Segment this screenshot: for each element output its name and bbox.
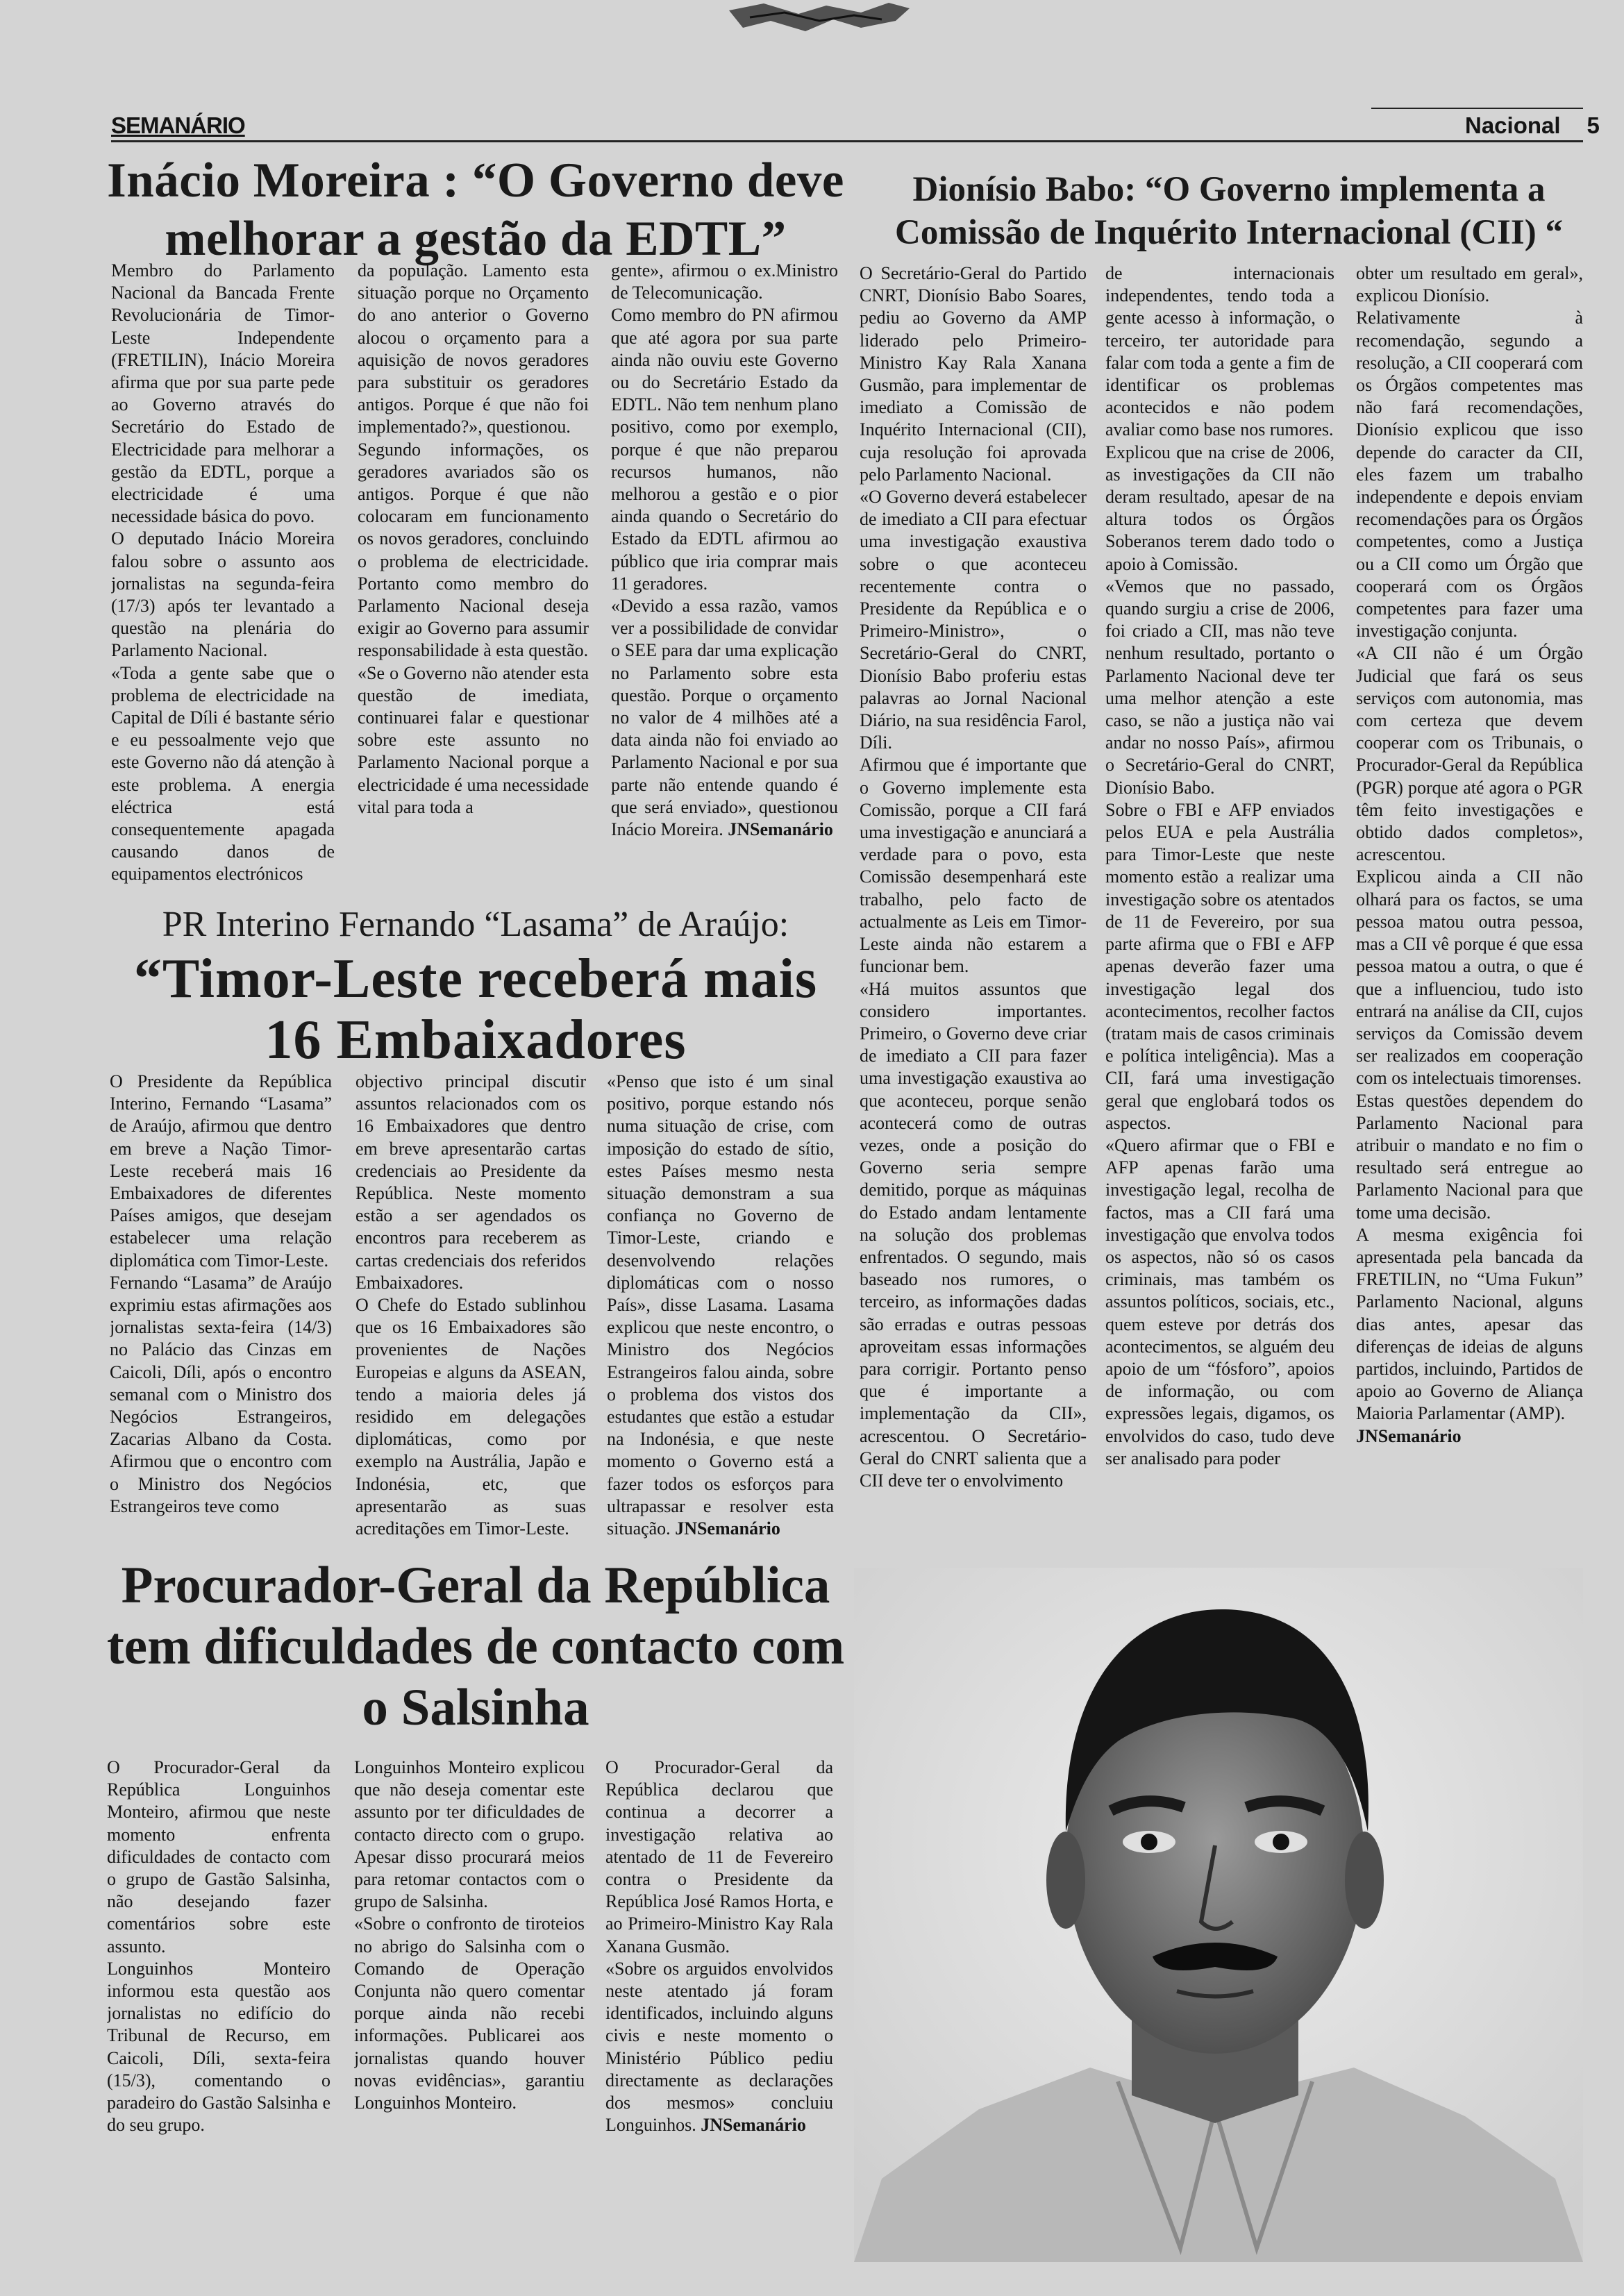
paragraph <box>611 595 838 841</box>
article3-headline: “Timor-Leste receberá mais 16 Embaixadores <box>133 948 818 1071</box>
paragraph: Fernando “Lasama” de Araújo exprimiu estas afirmações aos jornalistas sexta-feira (14/3) no Palácio das Cinzas em Caicoli, Díli, após o encontro semanal com o Ministro dos Negócios Estrangeiros, Zacarias Albano da Costa. Afirmou que o encontro com o Ministro dos Negócios Estrangeiros teve como <box>110 1272 332 1516</box>
paragraph: Explicou que na crise de 2006, as investigações da CII não deram resultado, apesar de na altura todos os Órgãos Soberanos terem dado todo o apoio à Comissão. <box>1105 442 1334 574</box>
page-number: 5 <box>1587 112 1600 138</box>
article4-column-3 <box>605 1757 833 2208</box>
paragraph: Como membro do PN afirmou que até agora por sua parte ainda não ouviu este Governo ou do Secretário Estado da EDTL. Não tem nenhum plano positivo, como por exemplo, porque é que não preparou recursos humanos, não melhorou a gestão e o pior ainda quando o Secretário do Estado da EDTL afirmou ao público que iria comprar mais 11 geradores. <box>611 305 838 594</box>
byline: JNSemanário <box>1356 1425 1462 1446</box>
article2-column-3 <box>1356 262 1583 1554</box>
paragraph: Membro do Parlamento Nacional da Bancada Frente Revolucionária de Timor-Leste Independente (FRETILIN), Inácio Moreira afirma que por sua parte pede ao Governo através do Secretário do Estado de Electricidade para melhorar a gestão da EDTL, porque a electricidade é uma necessidade básica do povo. <box>111 260 335 527</box>
byline: JNSemanário <box>728 819 833 840</box>
paragraph: O Procurador-Geral da República Longuinhos Monteiro, afirmou que neste momento enfrenta dificuldades de contacto com o grupo de Gastão Salsinha, não desejando fazer comentários sobre este assunto. <box>107 1757 330 1956</box>
paragraph-text: «Penso que isto é um sinal positivo, porque estando nós numa situação de crise, com imposição do estado de sítio, estes Países mesmo nesta situação demonstram a sua confiança no Governo de Timor-Leste, criando e desenvolvendo relações diplomáticas com o nosso País», disse Lasama. Lasama explicou que neste encontro, o Ministro dos Negócios Estrangeiros falou ainda, sobre o problema dos vistos dos estudantes que estão a estudar na Indonésia, e que neste momento o Governo está a fazer todos os esforços para ultrapassar e resolver esta situação. <box>607 1071 834 1539</box>
article4-column-1 <box>107 1757 330 2208</box>
paragraph: O Presidente da República Interino, Fernando “Lasama” de Araújo, afirmou que dentro em breve a Nação Timor-Leste receberá mais 16 Embaixadores de diferentes Países amigos, que desejam estabelecer uma relação diplomática com Timor-Leste. <box>110 1071 332 1271</box>
section-name: Nacional <box>1465 112 1561 138</box>
paragraph <box>607 1071 834 1540</box>
paragraph: O Secretário-Geral do Partido CNRT, Dionísio Babo Soares, pediu ao Governo da AMP liderado pelo Primeiro-Ministro Kay Rala Xanana Gusmão, para implementar de imediato a Comissão de Inquérito Internacional (CII), cuja resolução foi aprovada pelo Parlamento Nacional. <box>860 263 1087 485</box>
article1-column-3 <box>611 260 838 903</box>
paragraph: Afirmou que é importante que o Governo implemente esta Comissão, porque a CII fará uma investigação e anunciará a verdade para o povo, esta Comissão desempenhará este trabalho, pelo facto de actualmente as Leis em Timor-Leste ainda não estarem a funcionar bem. <box>860 755 1087 977</box>
paragraph: Estas questões dependem do Parlamento Nacional para atribuir o mandato e no fim o resultado será entregue ao Parlamento Nacional para que tome uma decisão. <box>1356 1090 1583 1223</box>
publication-name: SEMANÁRIO <box>111 112 245 138</box>
article3-column-1 <box>110 1071 332 1557</box>
paragraph: Explicou ainda a CII não olhará para os factos, se uma pessoa matou outra pessoa, mas a CII vê porque é que essa pessoa matou a outra, o que é que a influenciou, tudo isto entrará na análise da CII, cujos serviços da Comissão devem ser realizados em cooperação com os intelectuais timorenses. <box>1356 866 1583 1089</box>
paragraph: Relativamente à recomendação, segundo a resolução, a CII cooperará com os Órgãos competentes mas não fará recomendações, Dionísio explicou que isso depende do caracter da CII, eles fazem um trabalho independente e depois enviam recomendações para os Órgãos competentes, como a Justiça ou a CII como um Órgão que cooperará com os Órgãos competentes para fazer uma investigação conjunta. <box>1356 308 1583 642</box>
article2-column-2 <box>1105 262 1334 1554</box>
article1-column-2 <box>358 260 589 903</box>
torn-paper-mark <box>722 0 916 38</box>
article3-column-2 <box>355 1071 586 1557</box>
paragraph: O Procurador-Geral da República declarou que continua a decorrer a investigação relativa ao atentado de 11 de Fevereiro contra o Presidente da República José Ramos Horta, e ao Primeiro-Ministro Kay Rala Xanana Gusmão. <box>605 1757 833 1956</box>
header-rule <box>111 140 1583 142</box>
paragraph: «Se o Governo não atender esta questão de imediata, continuarei falar e questionar sobre este assunto no Parlamento Nacional porque a electricidade é uma necessidade vital para toda a <box>358 662 589 817</box>
paragraph: «Toda a gente sabe que o problema de electricidade na Capital de Díli é bastante sério e eu pessoalmente vejo que este Governo não dá atenção à este problema. A energia eléctrica está consequentemente apagada causando danos de equipamentos electrónicos <box>111 662 335 885</box>
paragraph: A mesma exigência foi apresentada pela bancada da FRETILIN, no “Uma Fukun” Parlamento Nacional, alguns dias antes, apesar das diferenças de ideias de alguns partidos, incluindo, Partidos de apoio ao Governo de Aliança Maioria Parlamentar (AMP). <box>1356 1224 1583 1424</box>
paragraph-text: «Sobre os arguidos envolvidos neste atentado já foram identificados, incluindo alguns civis e neste momento o Ministério Público pediu directamente as declarações dos mesmos» concluiu Longuinhos. <box>605 1958 833 2136</box>
article2-headline: Dionísio Babo: “O Governo implementa a Comissão de Inquérito Internacional (CII) “ <box>895 170 1563 252</box>
paragraph: obter um resultado em geral», explicou Dionísio. <box>1356 263 1583 306</box>
header-top-rule <box>1371 108 1583 109</box>
byline: JNSemanário <box>701 2115 806 2136</box>
article1-headline: Inácio Moreira : “O Governo deve melhorar a gestão da EDTL” <box>107 153 844 266</box>
paragraph: objectivo principal discutir assuntos relacionados com os 16 Embaixadores que dentro em breve apresentarão cartas credenciais ao Presidente da República. Neste momento estão a ser agendados os encontros para receberem as cartas credenciais dos referidos Embaixadores. <box>355 1071 586 1293</box>
paragraph-text: «Devido a essa razão, vamos ver a possibilidade de convidar o SEE para dar uma explicação no Parlamento sobre esta questão. Porque o orçamento no valor de 4 milhões até a data ainda não foi enviado ao Parlamento Nacional e por sua parte não entende quando é que será enviado», questionou Inácio Moreira. <box>611 596 838 840</box>
article4-headline: Procurador-Geral da República tem dificuldades de contacto com o Salsinha <box>106 1557 845 1736</box>
paragraph: «Há muitos assuntos que considero importantes. Primeiro, o Governo deve criar de imediato a CII para fazer uma investigação exaustiva ao que aconteceu, porque senão acontecerá como de outras vezes, onde a posição do Governo seria sempre demitido, porque as máquinas do Estado andam lentamente na solução dos problemas enfrentados. O segundo, mais baseado nos rumores, o terceiro, as informações dadas são erradas e outras pessoas aproveitam essas informações para corrigir. Portanto penso que é importante a implementação da CII», acrescentou. O Secretário-Geral do CNRT salienta que a CII deve ter o envolvimento <box>860 978 1087 1491</box>
paragraph: gente», afirmou o ex.Ministro de Telecomunicação. <box>611 260 838 303</box>
article1-column-1 <box>111 260 335 903</box>
paragraph: O Chefe do Estado sublinhou que os 16 Embaixadores são provenientes de Nações Europeias e alguns da ASEAN, tendo a maioria deles já residido em delegações diplomáticas, como por exemplo na Austrália, Japão e Indonésia, etc, que apresentarão as suas acreditações em Timor-Leste. <box>355 1295 586 1539</box>
paragraph: Sobre o FBI e AFP enviados pelos EUA e pela Austrália para Timor-Leste que neste momento estão a realizar uma investigação sobre os atentados de 11 de Fevereiro, por sua parte afirma que o FBI e AFP apenas deverão fazer uma investigação legal dos acontecimentos, recolher factos (tratam mais de casos criminais e política inteligência). Mas a CII, fará uma investigação geral que englobará todos os aspectos. <box>1105 799 1334 1133</box>
article4-column-2 <box>354 1757 585 2208</box>
paragraph: Longuinhos Monteiro informou esta questão aos jornalistas no edifício do Tribunal de Recurso, em Caicoli, Díli, sexta-feira (15/3), comentando o paradeiro do Gastão Salsinha e do seu grupo. <box>107 1958 330 2136</box>
paragraph: de internacionais independentes, tendo toda a gente acesso à informação, o terceiro, ter autoridade para falar com toda a gente a fim de identificar os problemas acontecidos e não podem avaliar como base nos rumores. <box>1105 263 1334 440</box>
paragraph: «O Governo deverá estabelecer de imediato a CII para efectuar uma investigação exaustiva sobre o que aconteceu recentemente contra o Presidente da República e o Primeiro-Ministro», o Secretário-Geral do CNRT, Dionísio Babo proferiu estas palavras ao Jornal Nacional Diário, na sua residência Farol, Díli. <box>860 487 1087 753</box>
byline: JNSemanário <box>675 1518 780 1539</box>
article2-column-1 <box>860 262 1087 1554</box>
paragraph: O deputado Inácio Moreira falou sobre o assunto aos jornalistas na segunda-feira (17/3) após ter levantado a questão na plenária do Parlamento Nacional. <box>111 528 335 661</box>
article3-column-3 <box>607 1071 834 1557</box>
paragraph: «Sobre o confronto de tiroteios no abrigo do Salsinha com o Comando de Operação Conjunta não quero comentar porque ainda não recebi informações. Publicarei aos jornalistas quando houver novas evidências», garantiu Longuinhos Monteiro. <box>354 1913 585 2113</box>
paragraph <box>605 1958 833 2137</box>
paragraph: da população. Lamento esta situação porque no Orçamento do ano anterior o Governo alocou o orçamento para a aquisição de novos geradores para substituir os geradores antigos. Porque é que não foi implementado?», questionou. <box>358 260 589 437</box>
paragraph: «Vemos que no passado, quando surgiu a crise de 2006, foi criado a CII, mas não teve nenhum resultado, portanto o Parlamento Nacional deve ter uma melhor atenção a este caso, se não a justiça não vai andar no nosso País», afirmou o Secretário-Geral do CNRT, Dionísio Babo. <box>1105 576 1334 798</box>
paragraph: «Quero afirmar que o FBI e AFP apenas farão uma investigação legal, recolha de factos, mas a CII fará uma investigação que envolva todos os aspectos, não só os casos criminais, mas também os assuntos políticos, sociais, etc., quem esteve por detrás dos acontecimentos, se alguém deu apoio de um “fósforo”, apoios de informação, ou com expressões legais, digamos, os envolvidos do caso, tudo deve ser analisado para poder <box>1105 1134 1334 1468</box>
section-label <box>1465 112 1600 139</box>
paragraph: Segundo informações, os geradores avariados são os antigos. Porque é que não colocaram em funcionamento os novos geradores, concluindo o problema de electricidade. Portanto como membro do Parlamento Nacional deseja exigir ao Governo para assumir responsabilidade à esta questão. <box>358 439 589 661</box>
paragraph: Longuinhos Monteiro explicou que não deseja comentar este assunto por ter dificuldades de contacto directo com o grupo. Apesar disso procurará meios para retomar contactos com o grupo de Salsinha. <box>354 1757 585 1912</box>
paragraph: «A CII não é um Órgão Judicial que fará os seus serviços com autonomia, mas com certeza que devem cooperar com os Tribunais, o Procurador-Geral da República (PGR) porque até agora o PGR têm feito investigações e obtido dados completos», acrescentou. <box>1356 643 1583 865</box>
portrait-photo <box>854 1568 1583 2262</box>
article3-kicker: PR Interino Fernando “Lasama” de Araújo: <box>162 905 789 944</box>
